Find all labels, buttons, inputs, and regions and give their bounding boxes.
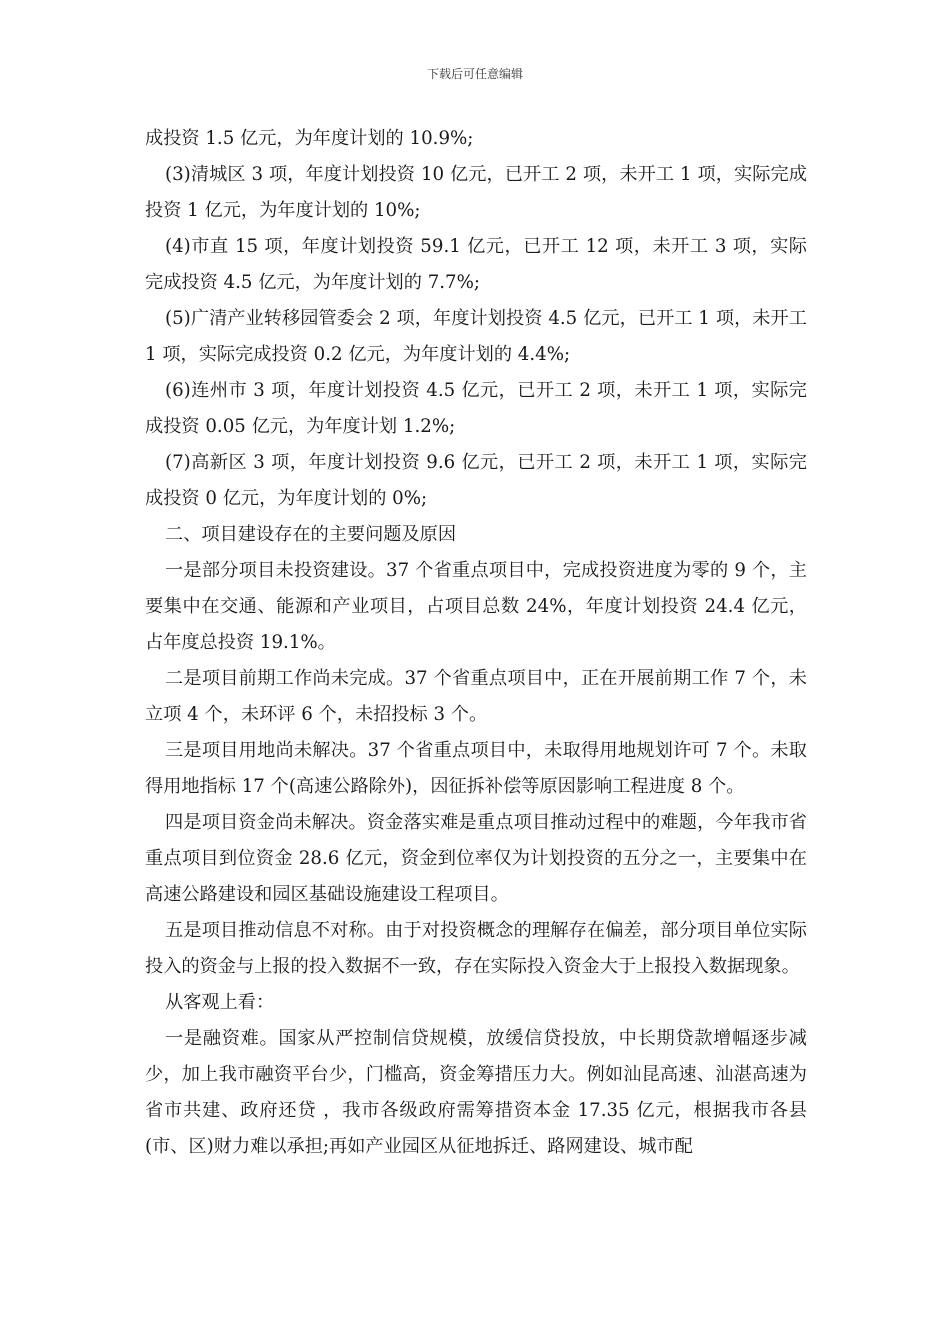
paragraph: 四是项目资金尚未解决。资金落实难是重点项目推动过程中的难题，今年我市省重点项目到位资金 28.6 亿元，资金到位率仅为计划投资的五分之一，主要集中在高速公路建设和园区基础设施建设工程项目。	[145, 812, 807, 905]
page-header: 下载后可任意编辑	[426, 67, 523, 81]
paragraph: (6)连州市 3 项，年度计划投资 4.5 亿元，已开工 2 项，未开工 1 项，实际完成投资 0.05 亿元，为年度计划 1.2%;	[145, 380, 807, 437]
paragraph: (3)清城区 3 项，年度计划投资 10 亿元，已开工 2 项，未开工 1 项，实际完成投资 1 亿元，为年度计划的 10%;	[145, 164, 807, 221]
document-body	[145, 121, 807, 1165]
paragraph: 从客观上看：	[165, 992, 275, 1013]
paragraph: (7)高新区 3 项，年度计划投资 9.6 亿元，已开工 2 项，未开工 1 项，实际完成投资 0 亿元，为年度计划的 0%;	[145, 452, 807, 509]
paragraph: (5)广清产业转移园管委会 2 项，年度计划投资 4.5 亿元，已开工 1 项，未开工 1 项，实际完成投资 0.2 亿元，为年度计划的 4.4%;	[145, 308, 807, 365]
paragraph: 三是项目用地尚未解决。37 个省重点项目中，未取得用地规划许可 7 个。未取得用地指标 17 个(高速公路除外)，因征拆补偿等原因影响工程进度 8 个。	[145, 740, 807, 797]
paragraph: 成投资 1.5 亿元，为年度计划的 10.9%;	[145, 128, 474, 149]
paragraph: 一是部分项目未投资建设。37 个省重点项目中，完成投资进度为零的 9 个，主要集中在交通、能源和产业项目，占项目总数 24%，年度计划投资 24.4 亿元，占年度总投资 19.1%。	[145, 560, 807, 653]
paragraph: 一是融资难。国家从严控制信贷规模，放缓信贷投放，中长期贷款增幅逐步减少，加上我市融资平台少，门槛高，资金筹措压力大。例如汕昆高速、汕湛高速为 省市共建、政府还贷 ，我市各级政府需筹措资本金 17.35 亿元，根据我市各县(市、区)财力难以承担;再如产业园区从征地拆迁、路网建设、城市配	[145, 1028, 807, 1157]
section-heading: 二、项目建设存在的主要问题及原因	[165, 524, 457, 545]
paragraph: (4)市直 15 项，年度计划投资 59.1 亿元，已开工 12 项，未开工 3 项，实际完成投资 4.5 亿元，为年度计划的 7.7%;	[145, 236, 807, 293]
paragraph: 二是项目前期工作尚未完成。37 个省重点项目中，正在开展前期工作 7 个，未立项 4 个，未环评 6 个，未招投标 3 个。	[145, 668, 807, 725]
paragraph: 五是项目推动信息不对称。由于对投资概念的理解存在偏差，部分项目单位实际投入的资金与上报的投入数据不一致，存在实际投入资金大于上报投入数据现象。	[145, 920, 807, 977]
